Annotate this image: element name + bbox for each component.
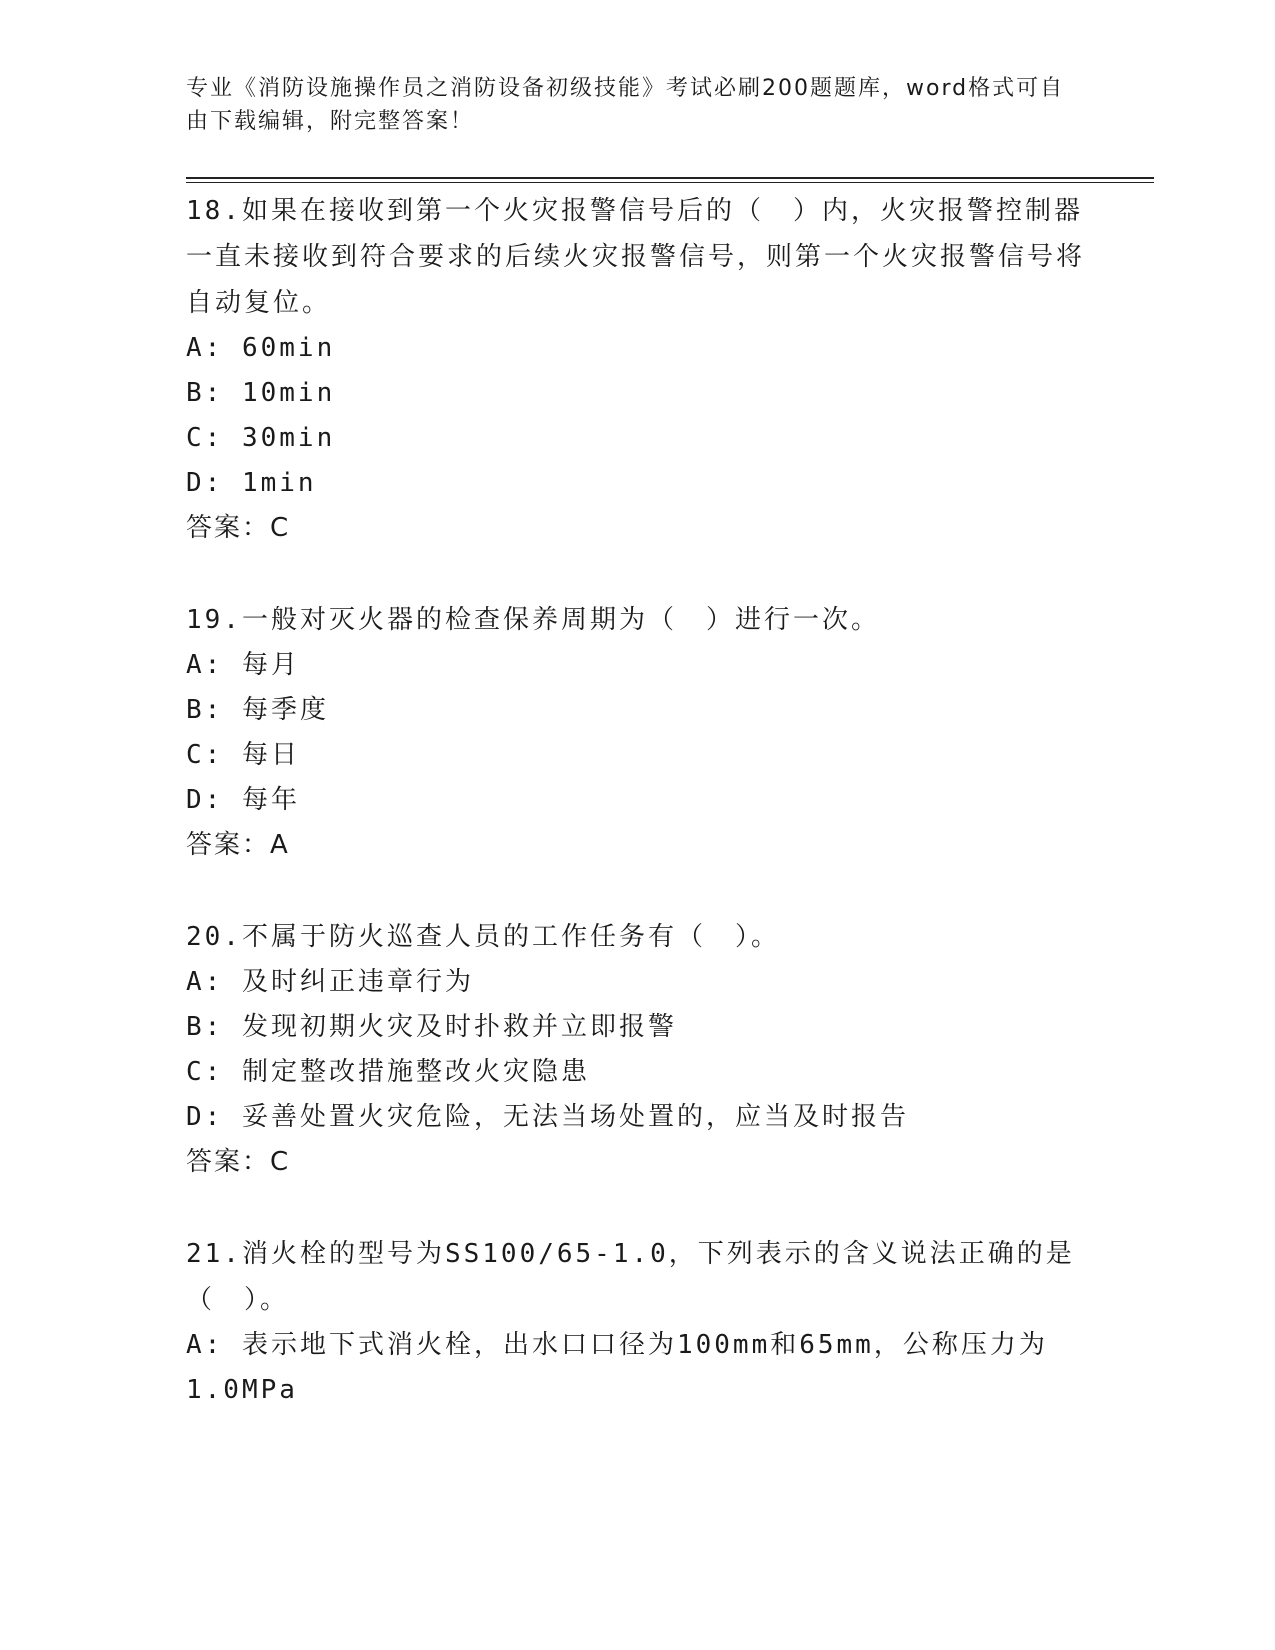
question-list xyxy=(186,188,1086,1413)
question-text: 20.不属于防火巡查人员的工作任务有（ ）。 xyxy=(186,922,780,952)
option-c: C: 30min xyxy=(186,423,336,453)
option-d: D: 每年 xyxy=(186,785,300,815)
document-intro xyxy=(186,72,1066,138)
option-d: D: 妥善处置火灾危险，无法当场处置的，应当及时报告 xyxy=(186,1102,909,1132)
question-text: 18.如果在接收到第一个火灾报警信号后的（ ）内，火灾报警控制器一直未接收到符合要求的后续火灾报警信号，则第一个火灾报警信号将自动复位。 xyxy=(186,196,1086,318)
option-d: D: 1min xyxy=(186,468,317,498)
option-a: A: 每月 xyxy=(186,650,300,680)
header-divider-thick xyxy=(186,177,1154,179)
answer-label: 答案：C xyxy=(186,1147,291,1177)
header-divider-thin xyxy=(186,182,1154,183)
option-b: B: 10min xyxy=(186,378,336,408)
option-c: C: 每日 xyxy=(186,740,300,770)
question-21 xyxy=(186,1231,1086,1413)
question-text: 19.一般对灭火器的检查保养周期为（ ）进行一次。 xyxy=(186,605,880,635)
answer-label: 答案：A xyxy=(186,830,290,860)
question-18 xyxy=(186,188,1086,551)
intro-text: 专业《消防设施操作员之消防设备初级技能》考试必刷200题题库，word格式可自由下载编辑，附完整答案！ xyxy=(186,76,1065,134)
question-19 xyxy=(186,597,1086,868)
option-a: A: 60min xyxy=(186,333,336,363)
option-b: B: 发现初期火灾及时扑救并立即报警 xyxy=(186,1012,677,1042)
question-text: 21.消火栓的型号为SS100/65-1.0，下列表示的含义说法正确的是（ ）。 xyxy=(186,1239,1075,1315)
question-20 xyxy=(186,914,1086,1185)
option-b: B: 每季度 xyxy=(186,695,329,725)
option-a: A: 及时纠正违章行为 xyxy=(186,967,474,997)
answer-label: 答案：C xyxy=(186,513,291,543)
option-c: C: 制定整改措施整改火灾隐患 xyxy=(186,1057,590,1087)
option-a: A: 表示地下式消火栓，出水口口径为100mm和65mm，公称压力为1.0MPa xyxy=(186,1330,1048,1405)
